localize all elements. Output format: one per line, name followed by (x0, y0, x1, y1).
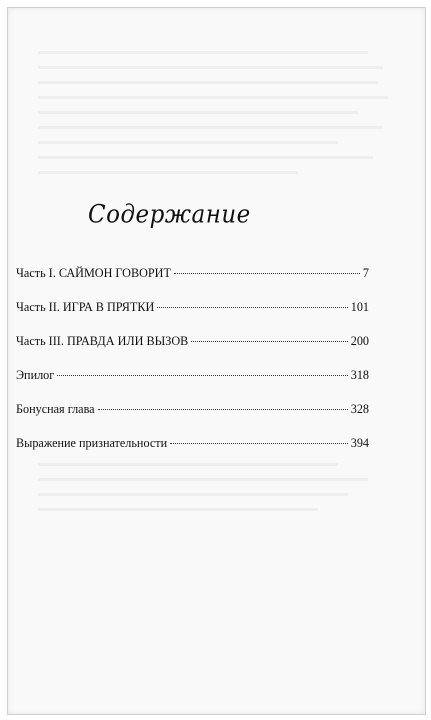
show-through-line (38, 141, 338, 144)
toc-entry-page: 101 (350, 300, 369, 314)
toc-entry-label: Часть I. САЙМОН ГОВОРИТ (16, 266, 171, 280)
toc-entry-label: Часть III. ПРАВДА ИЛИ ВЫЗОВ (16, 334, 189, 348)
toc-entry[interactable] (16, 299, 369, 333)
toc-entry-page: 394 (350, 436, 369, 450)
dot-leader (174, 273, 360, 274)
show-through-line (38, 156, 373, 159)
toc-entry-page: 7 (362, 266, 369, 280)
table-of-contents (16, 265, 369, 469)
toc-entry-label: Часть II. ИГРА В ПРЯТКИ (16, 300, 155, 314)
page-title: Содержание (88, 201, 251, 230)
toc-entry-page: 318 (350, 368, 369, 382)
show-through-line (38, 126, 383, 129)
show-through-line (38, 493, 348, 496)
dot-leader (57, 375, 347, 376)
toc-entry[interactable] (16, 265, 369, 299)
toc-entry-label: Бонусная глава (16, 402, 95, 416)
dot-leader (191, 341, 347, 342)
toc-entry[interactable] (16, 367, 369, 401)
show-through-line (38, 478, 368, 481)
dot-leader (98, 409, 348, 410)
show-through-line (38, 111, 358, 114)
show-through-line (38, 66, 383, 69)
toc-entry-label: Эпилог (16, 368, 55, 382)
toc-entry-page: 200 (350, 334, 369, 348)
toc-entry[interactable] (16, 333, 369, 367)
show-through-line (38, 81, 378, 84)
toc-entry[interactable] (16, 401, 369, 435)
show-through-line (38, 51, 368, 54)
toc-entry[interactable] (16, 435, 369, 469)
dot-leader (170, 443, 348, 444)
show-through-line (38, 96, 388, 99)
toc-entry-label: Выражение признательности (16, 436, 168, 450)
show-through-line (38, 508, 318, 511)
dot-leader (157, 307, 347, 308)
toc-entry-page: 328 (350, 402, 369, 416)
paper-sheet (7, 7, 426, 715)
show-through-line (38, 171, 298, 174)
